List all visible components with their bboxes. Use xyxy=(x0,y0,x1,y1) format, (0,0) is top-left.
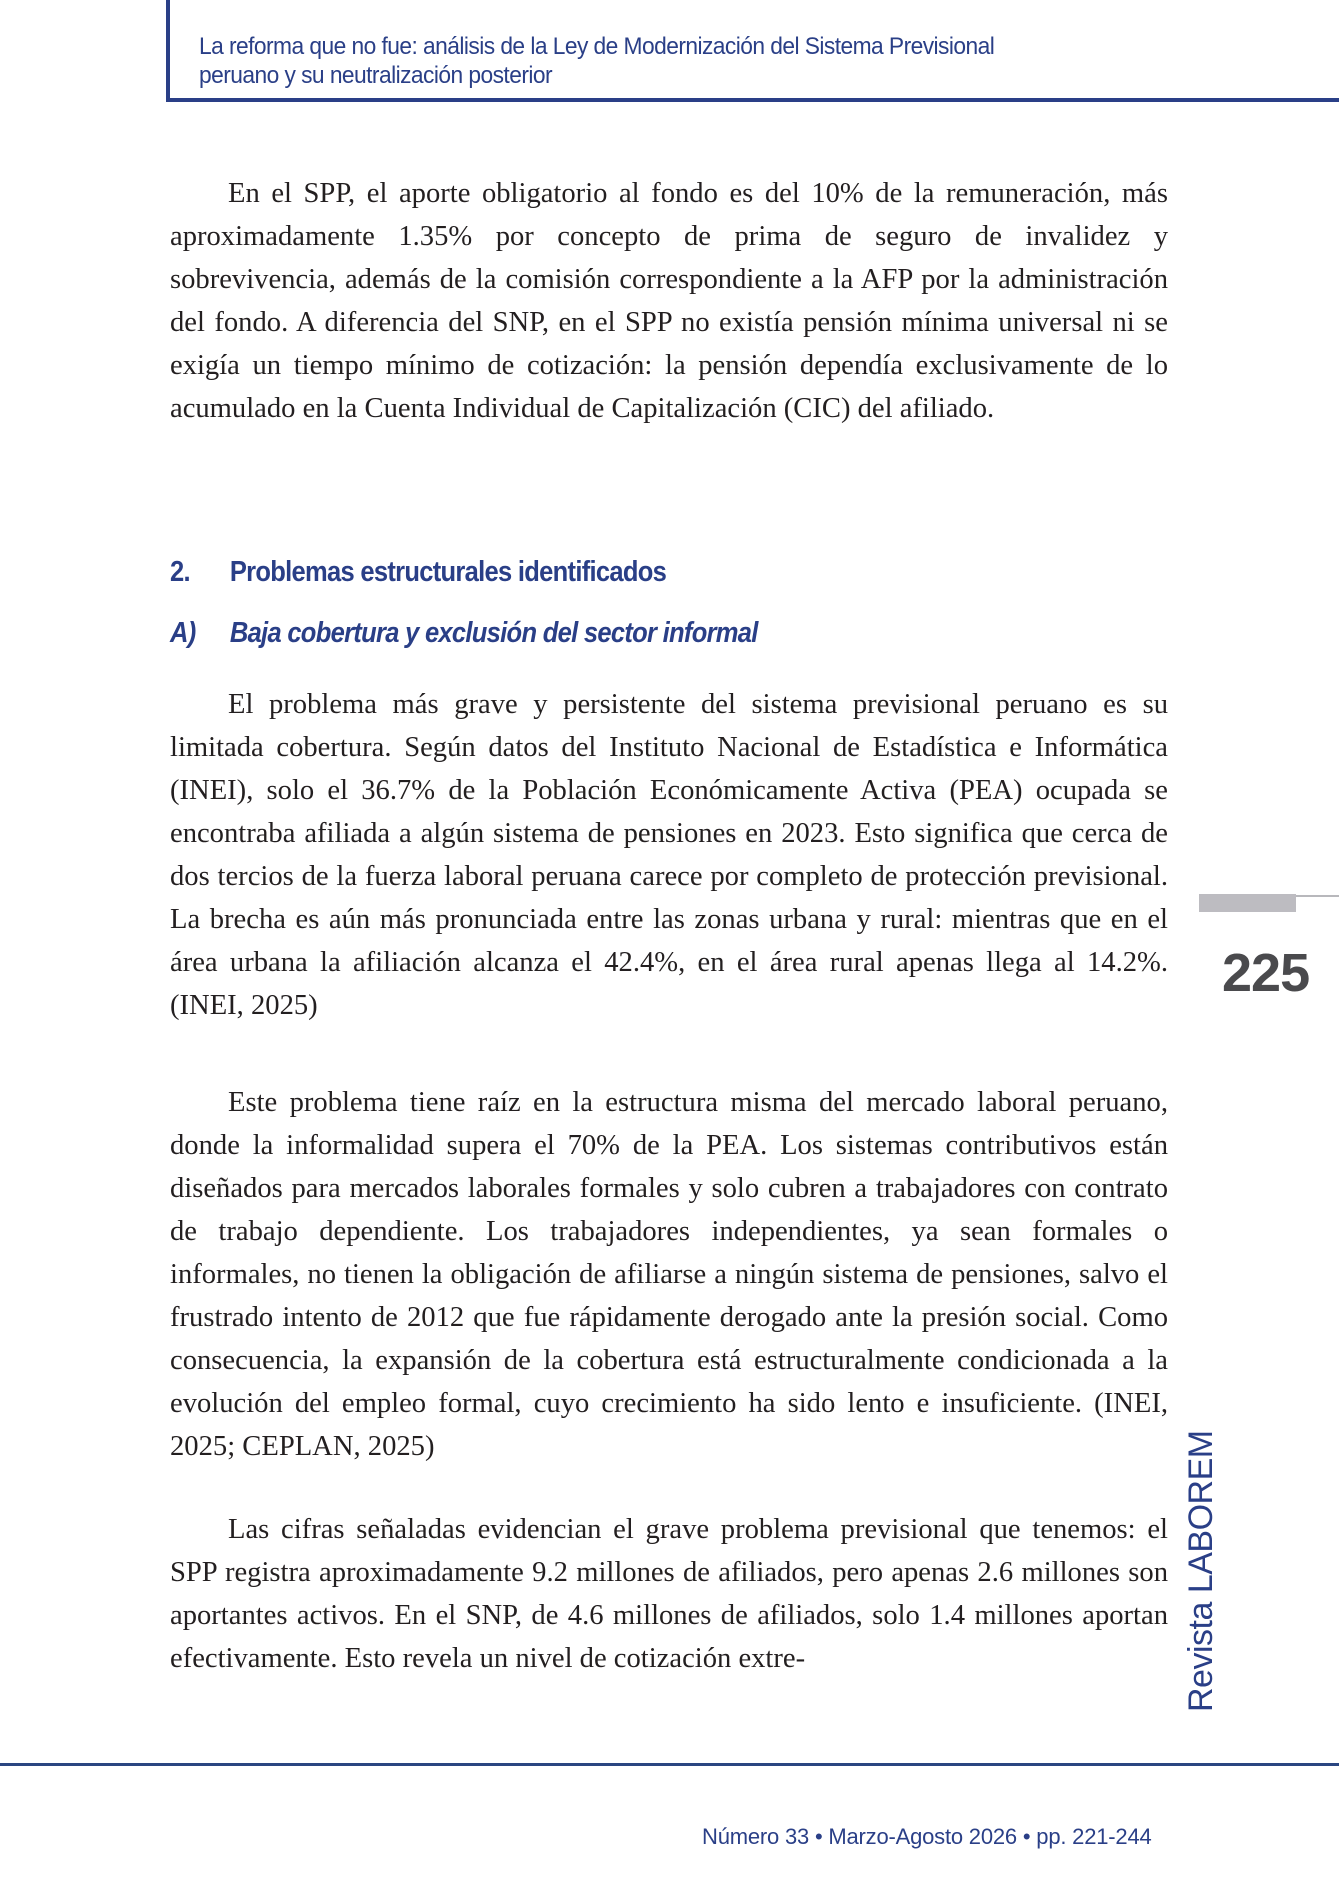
page-number: 225 xyxy=(1222,943,1310,1003)
body-paragraph-4 xyxy=(170,1508,1168,1680)
side-tab-marker xyxy=(1199,894,1296,912)
body-paragraph-1 xyxy=(170,172,1168,430)
side-tab-rule xyxy=(1296,895,1339,897)
subsection-title: Baja cobertura y exclusión del sector informal xyxy=(229,617,758,649)
section-title: Problemas estructurales identificados xyxy=(229,556,667,588)
journal-name-vertical: Revista LABOREM xyxy=(1182,1430,1220,1712)
paragraph-text: En el SPP, el aporte obligatorio al fondo es del 10% de la remuneración, más aproximadamente 1.35% por concepto de prima de seguro de invalidez y sobrevivencia, además de la comisión correspondiente a la AFP por la administración del fondo. A diferencia del SNP, en el SPP no existía pensión mínima universal ni se exigía un tiempo mínimo de cotización: la pensión dependía exclusivamente de lo acumulado en la Cuenta Individual de Capitalización (CIC) del afiliado. xyxy=(170,178,1168,424)
subsection-heading xyxy=(170,617,758,650)
running-title xyxy=(199,32,1129,90)
body-paragraph-2 xyxy=(170,683,1168,1027)
paragraph-text: El problema más grave y persistente del sistema previsional peruano es su limitada cobertura. Según datos del Instituto Nacional de Estadística e Informática (INEI), solo el 36.7% de la Población Económicamente Activa (PEA) ocupada se encontraba afiliada a algún sistema de pensiones en 2023. Esto significa que cerca de dos tercios de la fuerza laboral peruana carece por completo de protección previsional. La brecha es aún más pronunciada entre las zonas urbana y rural: mientras que en el área urbana la afiliación alcanza el 42.4%, en el área rural apenas llega al 14.2%. (INEI, 2025) xyxy=(170,689,1168,1021)
section-heading xyxy=(170,556,666,589)
running-title-line-2: peruano y su neutralización posterior xyxy=(199,62,552,89)
paragraph-text: Las cifras señaladas evidencian el grave problema previsional que tenemos: el SPP registra aproximadamente 9.2 millones de afiliados, pero apenas 2.6 millones son aportantes activos. En el SNP, de 4.6 millones de afiliados, solo 1.4 millones aportan efectivamente. Esto revela un nivel de cotización extre- xyxy=(170,1514,1168,1674)
paragraph-text: Este problema tiene raíz en la estructura misma del mercado laboral peruano, donde la informalidad supera el 70% de la PEA. Los sistemas contributivos están diseñados para mercados laborales formales y solo cubren a trabajadores con contrato de trabajo dependiente. Los trabajadores independientes, ya sean formales o informales, no tienen la obligación de afiliarse a ningún sistema de pensiones, salvo el frustrado intento de 2012 que fue rápidamente derogado ante la presión social. Como consecuencia, la expansión de la cobertura está estructuralmente condicionada a la evolución del empleo formal, cuyo crecimiento ha sido lento e insuficiente. (INEI, 2025; CEPLAN, 2025) xyxy=(170,1087,1168,1462)
section-number: 2. xyxy=(170,556,190,588)
footer-issue-info: Número 33 • Marzo-Agosto 2026 • pp. 221-244 xyxy=(702,1824,1152,1849)
body-paragraph-3 xyxy=(170,1081,1168,1468)
subsection-number: A) xyxy=(170,617,196,649)
running-title-line-1: La reforma que no fue: análisis de la Ley de Modernización del Sistema Previsional xyxy=(199,33,995,60)
footer-rule xyxy=(0,1763,1339,1766)
